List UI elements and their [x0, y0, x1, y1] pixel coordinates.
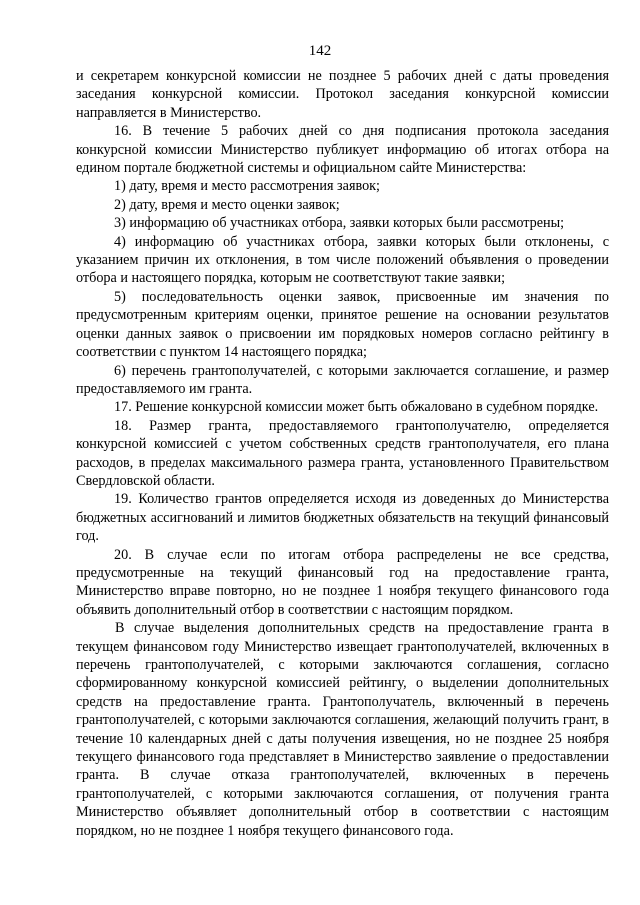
page-number: 142: [308, 43, 332, 59]
paragraph-item-18: 18. Размер гранта, предоставляемого грантополучателю, определяется конкурсной комиссией с учетом собственных средств грантополучателя, его плана расходов, в пределах максимального размера гранта, установленного Правительством Свердловской области.: [76, 417, 609, 489]
list-item-6: 6) перечень грантополучателей, с которыми заключается соглашение, и размер предоставляемого им гранта.: [76, 362, 609, 397]
document-body: [76, 67, 609, 840]
paragraph-additional-funds: В случае выделения дополнительных средств на предоставление гранта в текущем финансовом году Министерство извещает грантополучателей, включенных в перечень грантополучателей, с которыми заключаются соглашения, согласно сформированному конкурсной комиссией рейтингу, о выделении дополнительных средств на предоставление гранта. Грантополучатель, включенный в перечень грантополучателей, с которыми заключаются соглашения, желающий получить грант, в течение 10 календарных дней с даты получения извещения, но не позднее 25 ноября текущего финансового года представляет в Министерство заявление о предоставлении гранта. В случае отказа грантополучателей, включенных в перечень грантополучателей, с которыми заключаются соглашения, от получения гранта Министерство объявляет дополнительный отбор в соответствии с настоящим порядком, но не позднее 1 ноября текущего финансового года.: [76, 620, 609, 839]
list-item-3: 3) информацию об участниках отбора, заявки которых были рассмотрены;: [114, 215, 565, 232]
paragraph-item-19: 19. Количество грантов определяется исходя из доведенных до Министерства бюджетных ассигнований и лимитов бюджетных обязательств на текущий финансовый год.: [76, 491, 609, 545]
list-item-1: 1) дату, время и место рассмотрения заявок;: [114, 178, 381, 195]
paragraph-item-16: 16. В течение 5 рабочих дней со дня подписания протокола заседания конкурсной комиссии Министерство публикует информацию об итогах отбора на едином портале бюджетной системы и официальном сайте Министерства:: [76, 123, 609, 177]
list-item-2: 2) дату, время и место оценки заявок;: [114, 196, 340, 213]
list-item-5: 5) последовательность оценки заявок, присвоенные им значения по предусмотренным критериям оценки, принятое решение на основании результатов оценки данных заявок о присвоении им порядковых номеров согласно рейтингу в соответствии с пунктом 14 настоящего порядка;: [76, 288, 609, 361]
list-item-4: 4) информацию об участниках отбора, заявки которых были отклонены, с указанием причин их отклонения, в том числе положений объявления о проведении отбора и настоящего порядка, которым не соответствуют такие заявки;: [76, 233, 609, 287]
paragraph-item-20: 20. В случае если по итогам отбора распределены не все средства, предусмотренные на текущий финансовый год на предоставление гранта, Министерство вправе повторно, но не позднее 1 ноября текущего финансового года объявить дополнительный отбор в соответствии с настоящим порядком.: [76, 546, 609, 618]
paragraph-continuation: и секретарем конкурсной комиссии не позднее 5 рабочих дней с даты проведения заседания конкурсной комиссии. Протокол заседания конкурсной комиссии направляется в Министерство.: [76, 68, 609, 121]
paragraph-item-17: 17. Решение конкурсной комиссии может быть обжаловано в судебном порядке.: [114, 399, 599, 416]
